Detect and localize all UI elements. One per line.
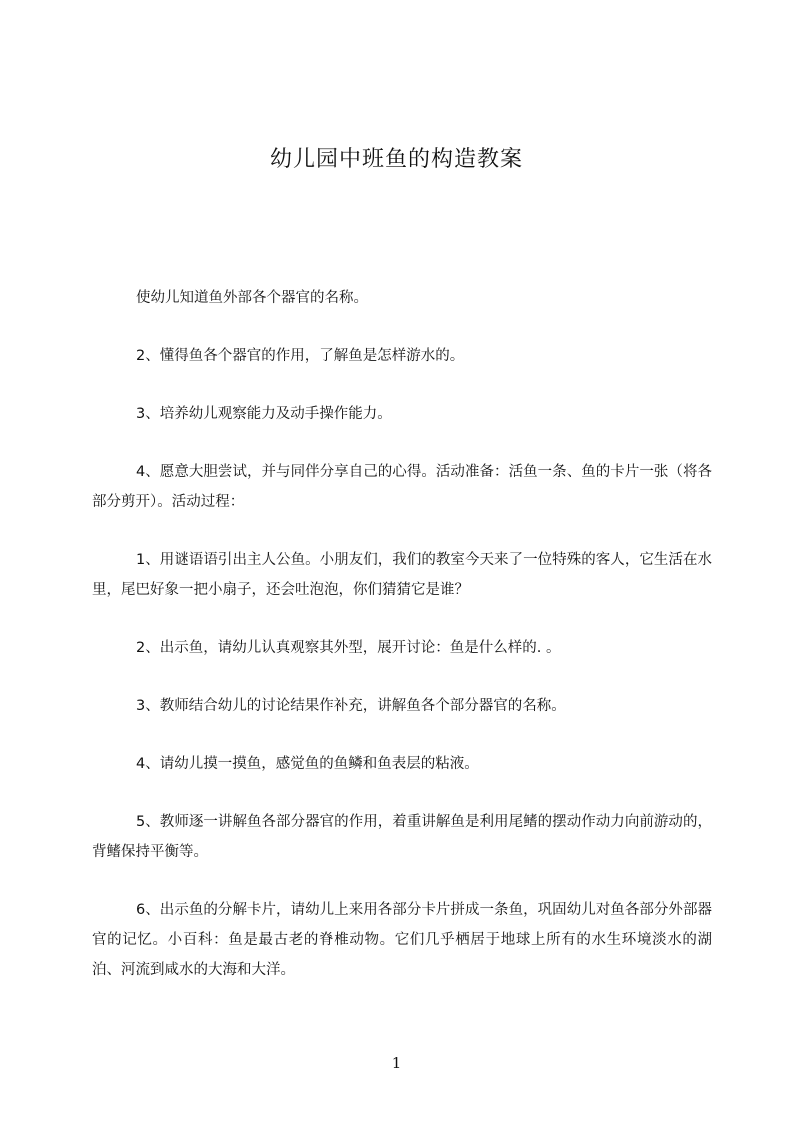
paragraph: 2、出示鱼，请幼儿认真观察其外型，展开讨论：鱼是什么样的. 。 [136,640,561,656]
paragraph: 1、用谜语语引出主人公鱼。小朋友们，我们的教室今天来了一位特殊的客人，它生活在水里，尾巴好象一把小扇子，还会吐泡泡，你们猜猜它是谁？ [92,552,712,598]
page-number: 1 [391,1054,402,1072]
paragraph: 6、出示鱼的分解卡片，请幼儿上来用各部分卡片拼成一条鱼，巩固幼儿对鱼各部分外部器官的记忆。小百科：鱼是最古老的脊椎动物。它们几乎栖居于地球上所有的水生环境淡水的湖泊、河流到咸水的大海和大洋。 [92,902,712,978]
paragraph: 3、培养幼儿观察能力及动手操作能力。 [136,406,392,422]
document-title: 幼儿园中班鱼的构造教案 [269,147,523,172]
paragraph: 使幼儿知道鱼外部各个器官的名称。 [136,290,368,306]
paragraph: 3、教师结合幼儿的讨论结果作补充，讲解鱼各个部分器官的名称。 [136,698,566,714]
document-body [92,283,712,985]
paragraph: 4、愿意大胆尝试，并与同伴分享自己的心得。活动准备：活鱼一条、鱼的卡片一张（将各部分剪开）。活动过程： [92,464,712,510]
paragraph: 2、懂得鱼各个器官的作用，了解鱼是怎样游水的。 [136,348,465,364]
paragraph: 4、请幼儿摸一摸鱼，感觉鱼的鱼鳞和鱼表层的粘液。 [136,756,479,772]
paragraph: 5、教师逐一讲解鱼各部分器官的作用，着重讲解鱼是利用尾鳍的摆动作动力向前游动的，背鳍保持平衡等。 [92,814,712,860]
